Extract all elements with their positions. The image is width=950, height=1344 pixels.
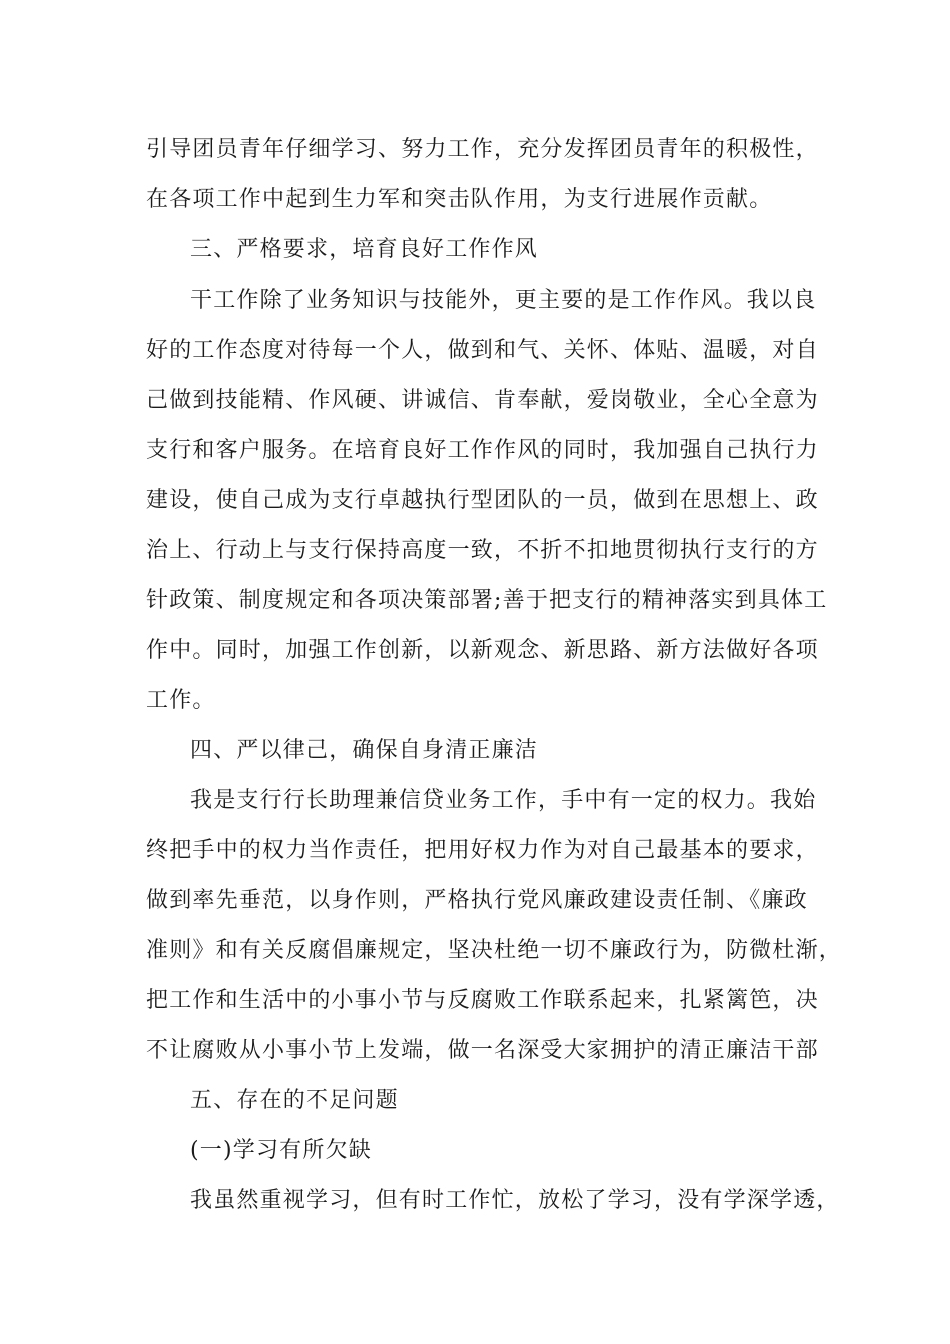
paragraph-line: 工作。 xyxy=(146,688,216,713)
paragraph-line: 在各项工作中起到生力军和突击队作用，为支行进展作贡献。 xyxy=(146,187,773,212)
paragraph-line: 把工作和生活中的小事小节与反腐败工作联系起来，扎紧篱笆，决 xyxy=(146,988,819,1013)
paragraph-line: 针政策、制度规定和各项决策部署;善于把支行的精神落实到具体工 xyxy=(146,588,828,613)
paragraph-line: 支行和客户服务。在培育良好工作作风的同时，我加强自己执行力 xyxy=(146,438,819,463)
subsection-heading: (一)学习有所欠缺 xyxy=(190,1138,372,1163)
paragraph-line: 好的工作态度对待每一个人，做到和气、关怀、体贴、温暖，对自 xyxy=(146,338,819,363)
paragraph-line: 做到率先垂范，以身作则，严格执行党风廉政建设责任制、《廉政 xyxy=(146,888,808,913)
paragraph-line: 治上、行动上与支行保持高度一致，不折不扣地贯彻执行支行的方 xyxy=(146,538,819,563)
paragraph-line: 不让腐败从小事小节上发端，做一名深受大家拥护的清正廉洁干部 xyxy=(146,1038,819,1063)
paragraph-line: 我是支行行长助理兼信贷业务工作，手中有一定的权力。我始 xyxy=(190,788,817,813)
paragraph-line: 引导团员青年仔细学习、努力工作，充分发挥团员青年的积极性， xyxy=(146,137,819,162)
paragraph-line: 终把手中的权力当作责任，把用好权力作为对自己最基本的要求， xyxy=(146,838,819,863)
paragraph-line: 作中。同时，加强工作创新，以新观念、新思路、新方法做好各项 xyxy=(146,638,819,663)
section-heading: 四、严以律己，确保自身清正廉洁 xyxy=(190,738,539,763)
paragraph-line: 建设，使自己成为支行卓越执行型团队的一员，做到在思想上、政 xyxy=(146,488,819,513)
paragraph-line: 干工作除了业务知识与技能外，更主要的是工作作风。我以良 xyxy=(190,288,817,313)
paragraph-line: 准则》和有关反腐倡廉规定，坚决杜绝一切不廉政行为，防微杜渐， xyxy=(146,938,843,963)
section-heading: 三、严格要求，培育良好工作作风 xyxy=(190,237,539,262)
paragraph-line: 我虽然重视学习，但有时工作忙，放松了学习，没有学深学透， xyxy=(190,1188,840,1213)
section-heading: 五、存在的不足问题 xyxy=(190,1088,399,1113)
paragraph-line: 己做到技能精、作风硬、讲诚信、肯奉献，爱岗敬业，全心全意为 xyxy=(146,388,819,413)
